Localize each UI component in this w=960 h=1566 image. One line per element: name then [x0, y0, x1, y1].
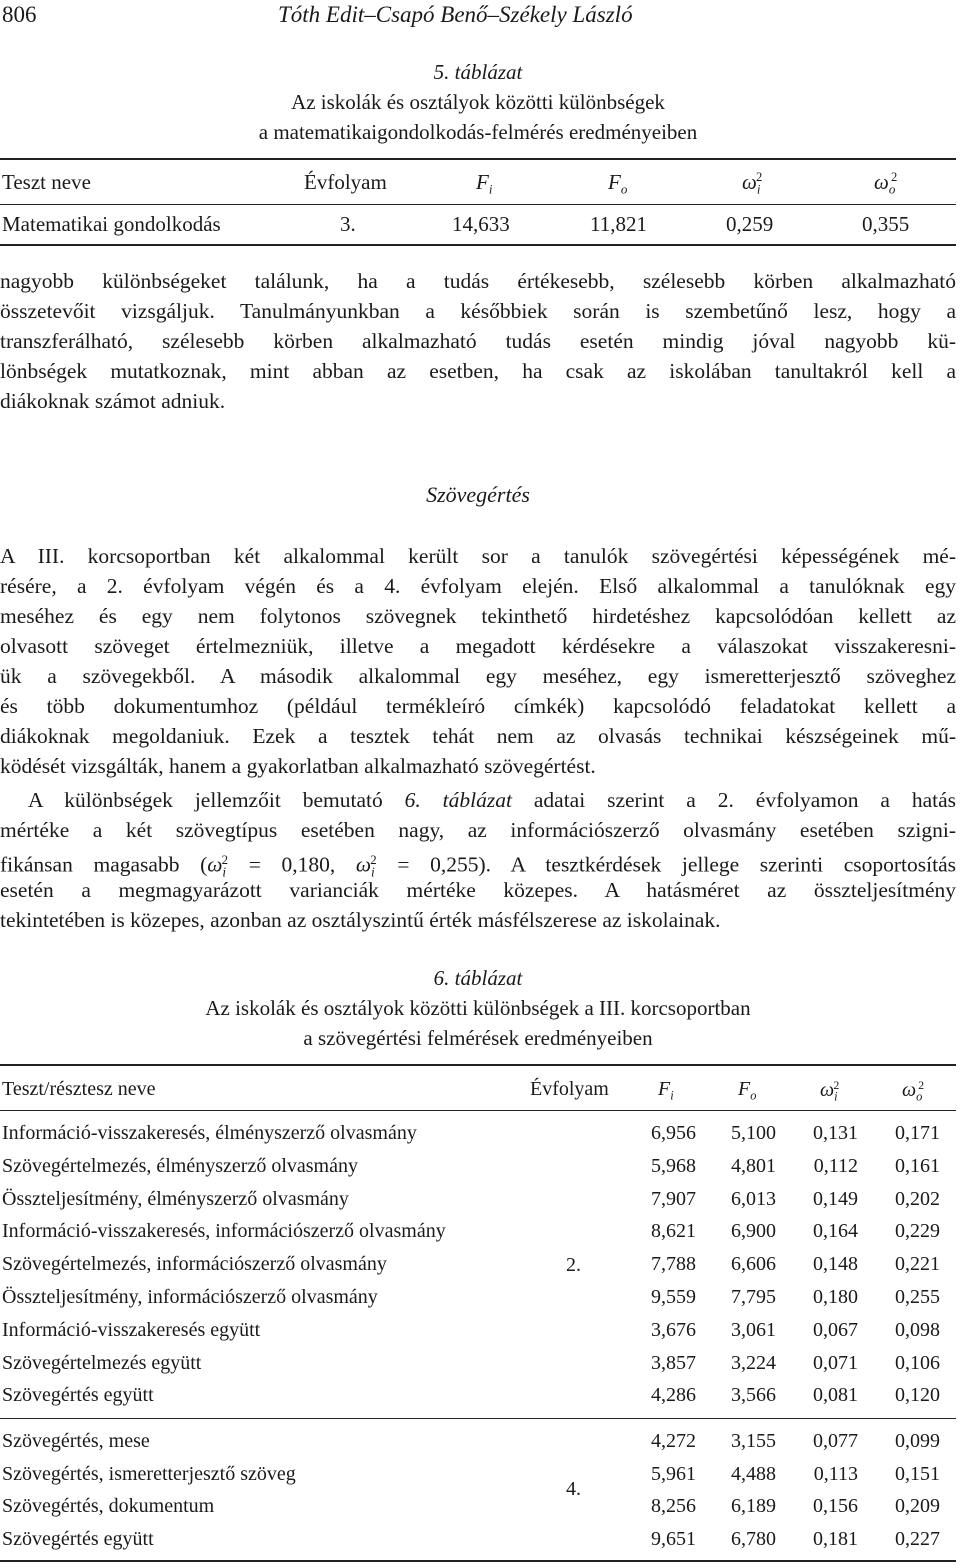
table-row	[0, 1253, 956, 1283]
paragraph-line: meséhez és egy nem folytonos szövegnek tekinthető hirdetéshez kapcsolódóan kellett az	[0, 604, 956, 628]
row-name: Szövegértés, ismeretterjesztő szöveg	[2, 1462, 296, 1485]
row-fi: 8,256	[651, 1495, 696, 1517]
table5-row-grade: 3.	[340, 212, 356, 236]
page-number: 806	[2, 2, 37, 27]
row-fo: 6,780	[731, 1527, 776, 1550]
table-row	[0, 1155, 956, 1185]
table6-header-grade: Évfolyam	[530, 1078, 609, 1100]
table5-top-rule	[0, 158, 956, 160]
row-omega-o: 0,221	[895, 1253, 940, 1276]
row-omega-o: 0,229	[895, 1220, 940, 1243]
row-name: Szövegértés, mese	[2, 1430, 150, 1452]
paragraph-line: nagyobb különbségeket találunk, ha a tudás értékesebb, szélesebb körben alkalmazható	[0, 269, 956, 293]
table6-header-omega-i: $\omega_i^2$	[820, 1078, 840, 1104]
row-fi: 7,907	[651, 1187, 696, 1210]
table5-caption-line1: Az iskolák és osztályok közötti különbségek	[291, 90, 665, 114]
table5-bottom-rule	[0, 244, 956, 246]
row-omega-i: 0,131	[813, 1122, 858, 1144]
row-fi: 3,857	[651, 1351, 696, 1374]
table6-header-rule	[0, 1110, 956, 1111]
table5-row-omega-o: 0,355	[862, 212, 910, 236]
row-omega-o: 0,227	[895, 1527, 940, 1550]
row-fi: 5,961	[651, 1462, 696, 1485]
row-omega-i: 0,077	[813, 1430, 858, 1452]
table5-row-omega-i: 0,259	[726, 212, 774, 236]
table-row	[0, 1319, 956, 1349]
row-omega-i: 0,148	[813, 1253, 858, 1276]
row-omega-i: 0,180	[813, 1286, 858, 1308]
table5-caption-number: 5. táblázat	[433, 60, 523, 84]
table-row	[0, 1122, 956, 1152]
table-row	[0, 1528, 956, 1558]
table6-caption-number: 6. táblázat	[433, 966, 523, 990]
row-name: Információ-visszakeresés, élményszerző olvasmány	[2, 1122, 417, 1144]
table5-header-rule	[0, 204, 956, 205]
paragraph-line: fikánsan magasabb ($\omega_i^2 = 0,180$, $\omega_i^2 = 0,255$). A tesztkérdések jellege szerinti csoportosítás	[0, 852, 956, 880]
row-name: Összteljesítmény, információszerző olvasmány	[2, 1286, 378, 1308]
table-row	[0, 1286, 956, 1316]
table-row	[0, 1188, 956, 1218]
table6-caption-line1: Az iskolák és osztályok közötti különbségek a III. korcsoportban	[205, 996, 751, 1020]
table5-row-fi: 14,633	[452, 212, 510, 236]
row-omega-i: 0,164	[813, 1220, 858, 1243]
table-row	[0, 1463, 956, 1493]
table6-group2-grade: 4.	[566, 1478, 581, 1500]
row-fo: 6,606	[731, 1253, 776, 1276]
paragraph-2	[0, 541, 956, 781]
paragraph-line: diákoknak megoldaniuk. Ezek a tesztek tehát nem az olvasás technikai készségeinek mű-	[0, 724, 956, 748]
row-fi: 4,272	[651, 1430, 696, 1452]
table5-header-fo: $F_o$	[608, 170, 628, 197]
row-omega-o: 0,171	[895, 1122, 940, 1144]
table5-header-test-name: Teszt neve	[2, 170, 91, 194]
row-omega-o: 0,099	[895, 1430, 940, 1452]
row-fo: 3,224	[731, 1351, 776, 1374]
row-omega-i: 0,113	[813, 1462, 858, 1485]
row-fi: 4,286	[651, 1384, 696, 1407]
row-fo: 3,155	[731, 1430, 776, 1452]
row-name: Szövegértelmezés együtt	[2, 1351, 202, 1374]
row-name: Szövegértés együtt	[2, 1527, 154, 1550]
paragraph-line: A különbségek jellemzőit bemutató 6. táblázat adatai szerint a 2. évfolyamon a hatás	[28, 788, 956, 812]
row-omega-i: 0,181	[813, 1527, 858, 1550]
row-omega-o: 0,255	[895, 1286, 940, 1308]
table6-top-rule	[0, 1064, 956, 1066]
row-name: Összteljesítmény, élményszerző olvasmány	[2, 1187, 349, 1210]
row-name: Szövegértés együtt	[2, 1384, 154, 1407]
table5-row-fo: 11,821	[590, 212, 647, 236]
row-fi: 9,651	[651, 1527, 696, 1550]
table6-group1-grade: 2.	[566, 1254, 581, 1276]
paragraph-3	[0, 785, 956, 935]
row-fo: 3,566	[731, 1384, 776, 1407]
paragraph-line: résére, a 2. évfolyam végén és a 4. évfolyam elején. Első alkalommal a tanulóknak egy	[0, 574, 956, 598]
row-name: Információ-visszakeresés, információszerző olvasmány	[2, 1220, 446, 1243]
paragraph-line: tekintetében is közepes, azonban az osztályszintű érték másfélszerese az iskolainak.	[0, 908, 721, 932]
row-fo: 4,801	[731, 1154, 776, 1177]
table6-caption-line2: a szövegértési felmérések eredményeiben	[303, 1026, 653, 1050]
table5-header-omega-i: $\omega_i^2$	[742, 170, 763, 197]
paragraph-line: mértéke a két szövegtípus esetében nagy, az információszerző olvasmány esetében szigni-	[0, 818, 956, 842]
table6-header-fo: $F_o$	[738, 1078, 757, 1103]
row-omega-o: 0,098	[895, 1318, 940, 1341]
table-row	[0, 1430, 956, 1460]
paragraph-line: ük a szövegekből. A második alkalommal egy meséhez, egy ismeretterjesztő szöveghez	[0, 664, 956, 688]
table5-row-name: Matematikai gondolkodás	[2, 212, 221, 236]
table6-header-fi: $F_i$	[658, 1078, 674, 1103]
row-name: Információ-visszakeresés együtt	[2, 1318, 261, 1341]
row-fi: 9,559	[651, 1286, 696, 1308]
table5-caption-line2: a matematikaigondolkodás-felmérés eredményeiben	[258, 120, 698, 144]
row-omega-o: 0,202	[895, 1187, 940, 1210]
table-row	[0, 1495, 956, 1525]
row-fo: 5,100	[731, 1122, 776, 1144]
table-row	[0, 1384, 956, 1414]
paragraph-line: transzferálható, szélesebb körben alkalmazható tudás esetén mindig jóval nagyobb kü-	[0, 329, 956, 353]
paragraph-line: esetén a megmagyarázott varianciák mértéke közepes. A hatásméret az összteljesítmény	[0, 878, 956, 902]
row-omega-i: 0,112	[813, 1154, 858, 1177]
row-omega-o: 0,151	[895, 1462, 940, 1485]
paragraph-line: lönbségek mutatkoznak, mint abban az esetben, ha csak az iskolában tanultakról kell a	[0, 359, 956, 383]
table5-header-omega-o: $\omega_o^2$	[874, 170, 898, 197]
paragraph-line: és több dokumentumhoz (például termékleíró címkék) kapcsolódó feladatokat kellett a	[0, 694, 956, 718]
row-fi: 7,788	[651, 1253, 696, 1276]
row-fo: 7,795	[731, 1286, 776, 1308]
row-fo: 6,013	[731, 1187, 776, 1210]
row-omega-i: 0,071	[813, 1351, 858, 1374]
row-name: Szövegértés, dokumentum	[2, 1495, 215, 1517]
running-header-authors: Tóth Edit–Csapó Benő–Székely László	[278, 2, 633, 27]
row-fo: 4,488	[731, 1462, 776, 1485]
paragraph-1	[0, 266, 956, 416]
table5-header-fi: $F_i$	[476, 170, 493, 197]
row-omega-o: 0,161	[895, 1154, 940, 1177]
row-omega-o: 0,106	[895, 1351, 940, 1374]
row-omega-i: 0,156	[813, 1495, 858, 1517]
table6-header-test-name: Teszt/résztesz neve	[2, 1078, 156, 1100]
table-reference: 6. táblázat	[404, 788, 512, 812]
table6-header-omega-o: $\omega_o^2$	[902, 1078, 925, 1104]
table5-header-grade: Évfolyam	[304, 170, 387, 194]
row-omega-i: 0,067	[813, 1318, 858, 1341]
table-row	[0, 1352, 956, 1382]
row-fi: 6,956	[651, 1122, 696, 1144]
paragraph-line: ködését vizsgálták, hanem a gyakorlatban alkalmazható szövegértést.	[0, 754, 596, 778]
paragraph-line: olvasott szöveget értelmezniük, illetve a megadott kérdésekre a válaszokat visszakeresni-	[0, 634, 956, 658]
row-fi: 8,621	[651, 1220, 696, 1243]
row-omega-i: 0,081	[813, 1384, 858, 1407]
row-fi: 5,968	[651, 1154, 696, 1177]
row-fo: 6,189	[731, 1495, 776, 1517]
row-name: Szövegértelmezés, élményszerző olvasmány	[2, 1154, 358, 1177]
table-row	[0, 1220, 956, 1250]
section-title: Szövegértés	[426, 482, 530, 507]
paragraph-line: összetevőit vizsgáljuk. Tanulmányunkban a későbbiek során is szembetűnő lesz, hogy a	[0, 299, 956, 323]
row-fo: 3,061	[731, 1318, 776, 1341]
table6-bottom-rule	[0, 1560, 956, 1562]
row-omega-o: 0,120	[895, 1384, 940, 1407]
row-fo: 6,900	[731, 1220, 776, 1243]
row-fi: 3,676	[651, 1318, 696, 1341]
row-name: Szövegértelmezés, információszerző olvasmány	[2, 1253, 387, 1276]
table6-group-rule	[0, 1418, 956, 1419]
paragraph-line: A III. korcsoportban két alkalommal került sor a tanulók szövegértési képességének mé-	[0, 544, 956, 568]
paragraph-line: diákoknak számot adniuk.	[0, 389, 226, 413]
row-omega-o: 0,209	[895, 1495, 940, 1517]
row-omega-i: 0,149	[813, 1187, 858, 1210]
